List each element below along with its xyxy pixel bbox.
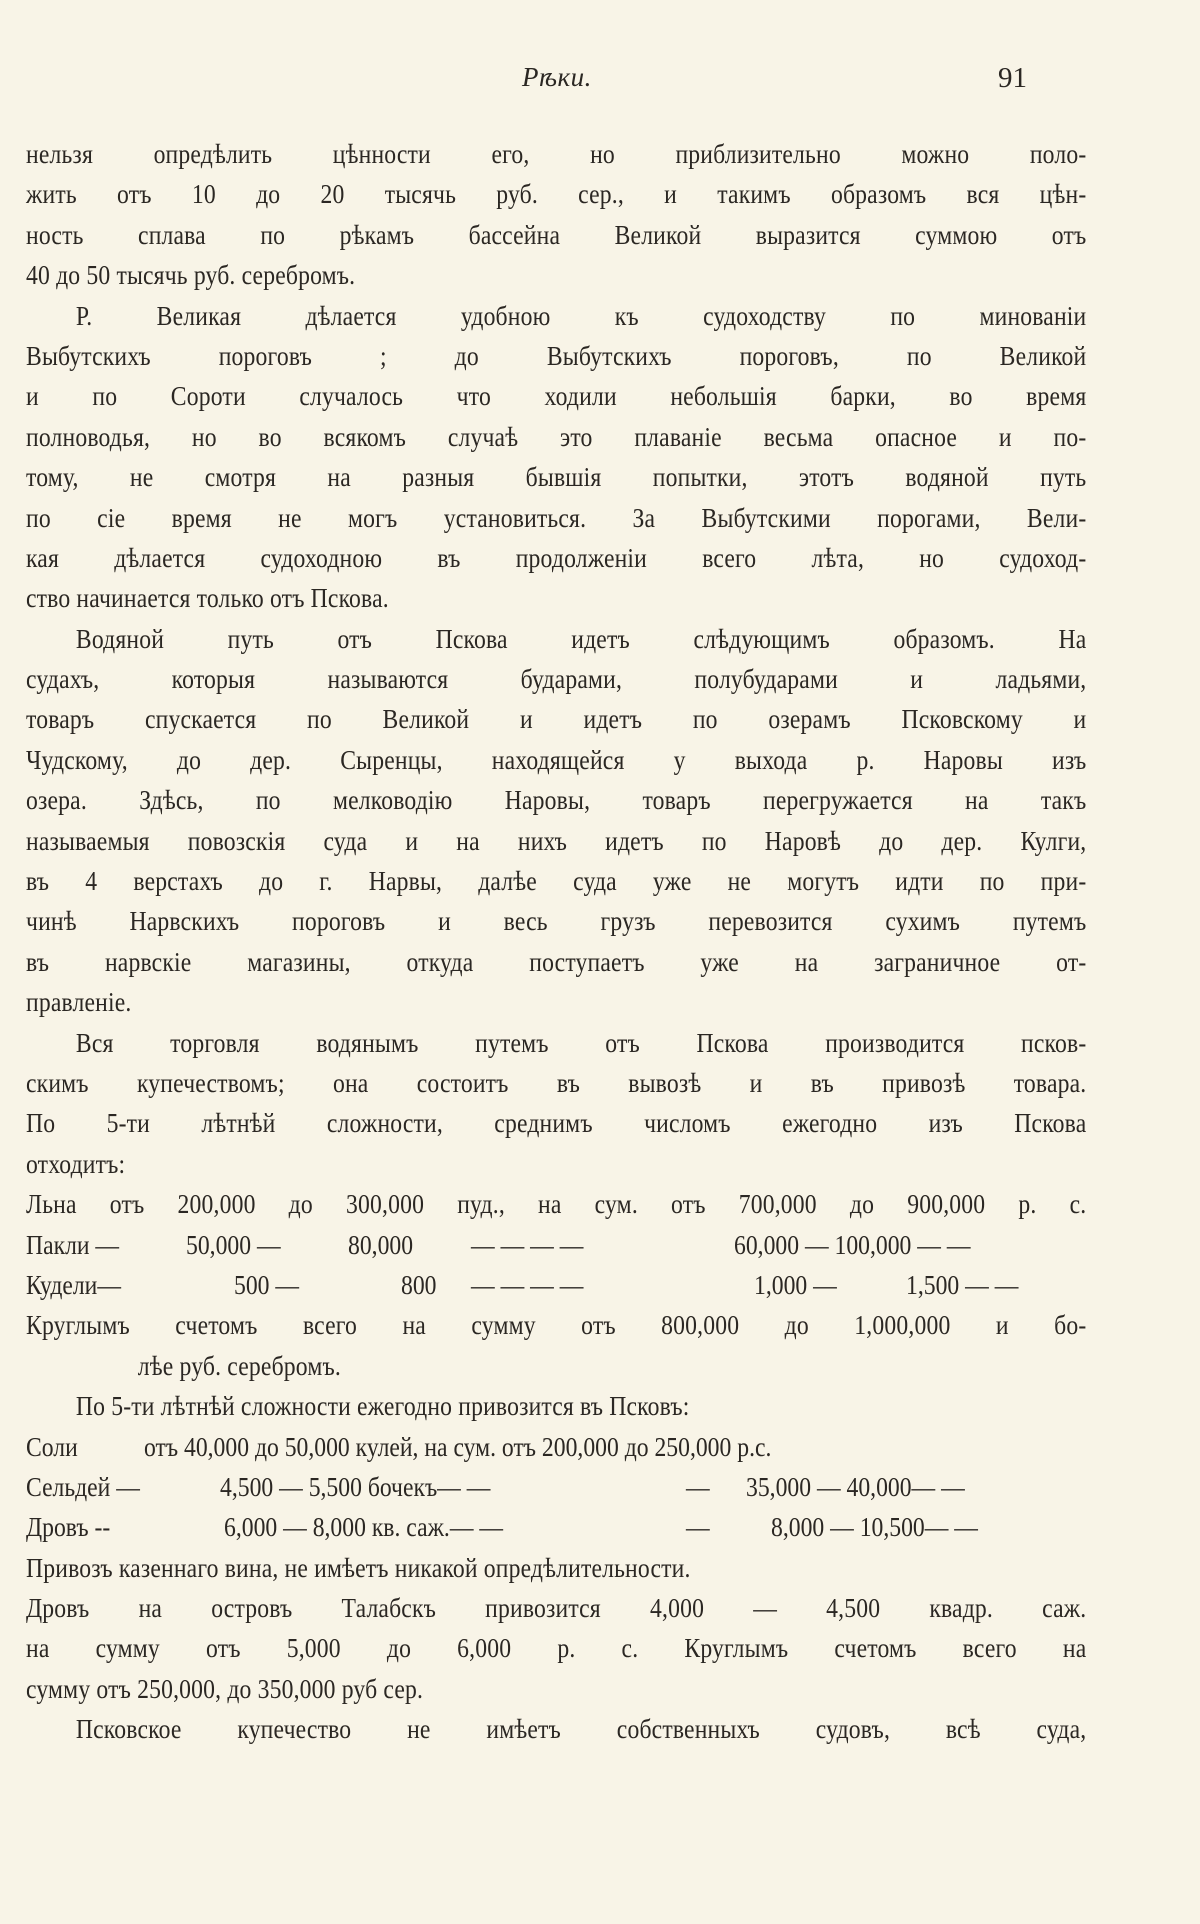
table-cell: 35,000 — 40,000— — bbox=[746, 1470, 965, 1502]
table-cell: 1,000 — bbox=[754, 1268, 837, 1300]
table-cell: 800 bbox=[401, 1268, 437, 1300]
text-line: въ 4 верстахъ до г. Нарвы, далѣе суда уже не могутъ идти по при- bbox=[26, 865, 1087, 897]
page-body bbox=[26, 134, 1086, 1750]
table-cell: 60,000 — 100,000 — — bbox=[734, 1228, 971, 1260]
paragraph bbox=[26, 1023, 1086, 1185]
text-line: Дровъ на островъ Талабскъ привозится 4,000 — 4,500 квадр. саж. bbox=[26, 1592, 1087, 1624]
text-line: Водяной путь отъ Пскова идетъ слѣдующимъ образомъ. На bbox=[75, 622, 1087, 654]
text-line: полноводья, но во всякомъ случаѣ это плаваніе весьма опасное и по- bbox=[26, 420, 1087, 452]
import-table bbox=[26, 1427, 1086, 1548]
text-line: Псковское купечество не имѣетъ собственныхъ судовъ, всѣ суда, bbox=[75, 1713, 1087, 1745]
table-cell: Соли bbox=[26, 1430, 78, 1462]
paragraph bbox=[26, 296, 1086, 619]
table-cell: Дровъ -- bbox=[26, 1511, 111, 1543]
text-line: Привозъ казеннаго вина, не имѣетъ никакой опредѣлительности. bbox=[26, 1551, 691, 1583]
export-table bbox=[26, 1184, 1086, 1386]
text-line: въ нарвскіе магазины, откуда поступаетъ уже на заграничное от- bbox=[26, 945, 1087, 977]
table-cell: 6,000 — 8,000 кв. саж.— — bbox=[224, 1511, 504, 1543]
page-header bbox=[0, 62, 1200, 102]
text-line: по сіе время не могъ установиться. За Выбутскими порогами, Вели- bbox=[26, 501, 1087, 533]
table-cell: Кудели— bbox=[26, 1268, 121, 1300]
paragraph bbox=[26, 1548, 1086, 1710]
text-line: Вся торговля водянымъ путемъ отъ Пскова производится псков- bbox=[75, 1026, 1087, 1058]
export-row-flax: Льна отъ 200,000 до 300,000 пуд., на сум. отъ 700,000 до 900,000 р. с. bbox=[26, 1188, 1087, 1220]
text-line: тому, не смотря на разныя бывшія попытки, этотъ водяной путь bbox=[26, 461, 1087, 493]
text-line: Чудскому, до дер. Сыренцы, находящейся у выхода р. Наровы изъ bbox=[26, 743, 1087, 775]
text-line: чинѣ Нарвскихъ пороговъ и весь грузъ перевозится сухимъ путемъ bbox=[26, 905, 1087, 937]
table-cell: 500 — bbox=[234, 1268, 300, 1300]
text-line: и по Сороти случалось что ходили небольшія барки, во время bbox=[26, 380, 1087, 412]
import-intro: По 5-ти лѣтнѣй сложности ежегодно привозится въ Псковъ: bbox=[75, 1390, 690, 1422]
text-line: сумму отъ 250,000, до 350,000 руб сер. bbox=[26, 1672, 424, 1704]
table-cell: — bbox=[686, 1511, 710, 1543]
text-line: судахъ, которыя называются бударами, полубударами и ладьями, bbox=[26, 663, 1087, 695]
text-line: 40 до 50 тысячь руб. серебромъ. bbox=[26, 259, 356, 291]
text-line: лѣе руб. серебромъ. bbox=[137, 1349, 341, 1381]
table-cell: — bbox=[686, 1470, 710, 1502]
paragraph bbox=[26, 134, 1086, 296]
paragraph bbox=[26, 619, 1086, 1023]
running-title: Рѣки. bbox=[522, 62, 592, 92]
table-cell: Сельдей — bbox=[26, 1470, 140, 1502]
table-cell: 50,000 — bbox=[186, 1228, 281, 1260]
text-line: жить отъ 10 до 20 тысячь руб. сер., и такимъ образомъ вся цѣн- bbox=[26, 178, 1087, 210]
text-line: правленіе. bbox=[26, 986, 132, 1018]
table-cell: — — — — bbox=[471, 1268, 584, 1300]
text-line: озера. Здѣсь, по мелководію Наровы, товаръ перегружается на такъ bbox=[26, 784, 1087, 816]
table-cell: 8,000 — 10,500— — bbox=[771, 1511, 978, 1543]
table-cell: 80,000 bbox=[348, 1228, 414, 1260]
text-line: ность сплава по рѣкамъ бассейна Великой выразится суммою отъ bbox=[26, 218, 1087, 250]
text-line: Выбутскихъ пороговъ ; до Выбутскихъ пороговъ, по Великой bbox=[26, 339, 1087, 371]
import-row-firewood bbox=[26, 1507, 1086, 1547]
table-cell: отъ 40,000 до 50,000 кулей, на сум. отъ 200,000 до 250,000 р.с. bbox=[144, 1430, 772, 1462]
import-row-herring bbox=[26, 1467, 1086, 1507]
export-row-tow bbox=[26, 1265, 1086, 1305]
text-line: на сумму отъ 5,000 до 6,000 р. с. Круглымъ счетомъ всего на bbox=[26, 1632, 1087, 1664]
text-line: отходитъ: bbox=[26, 1147, 126, 1179]
text-line: называемыя повозскія суда и на нихъ идетъ по Наровѣ до дер. Кулги, bbox=[26, 824, 1087, 856]
text-line: кая дѣлается судоходною въ продолженіи всего лѣта, но судоход- bbox=[26, 541, 1087, 573]
table-cell: 1,500 — — bbox=[906, 1268, 1019, 1300]
text-line: Р. Великая дѣлается удобною къ судоходству по минованіи bbox=[75, 299, 1087, 331]
text-line: товаръ спускается по Великой и идетъ по озерамъ Псковскому и bbox=[26, 703, 1087, 735]
table-cell: 4,500 — 5,500 бочекъ— — bbox=[220, 1470, 491, 1502]
table-cell: Пакли — bbox=[26, 1228, 120, 1260]
text-line: Круглымъ счетомъ всего на сумму отъ 800,000 до 1,000,000 и бо- bbox=[26, 1309, 1087, 1341]
page-number: 91 bbox=[998, 62, 1027, 94]
text-line: скимъ купечествомъ; она состоитъ въ вывозѣ и въ привозѣ товара. bbox=[26, 1066, 1087, 1098]
export-row-oakum bbox=[26, 1225, 1086, 1265]
import-row-salt bbox=[26, 1427, 1086, 1467]
text-line: нельзя опредѣлить цѣнности его, но приблизительно можно поло- bbox=[26, 138, 1087, 169]
table-cell: — — — — bbox=[471, 1228, 584, 1260]
text-line: По 5-ти лѣтнѣй сложности, среднимъ числомъ ежегодно изъ Пскова bbox=[26, 1107, 1087, 1139]
text-line: ство начинается только отъ Пскова. bbox=[26, 582, 389, 614]
